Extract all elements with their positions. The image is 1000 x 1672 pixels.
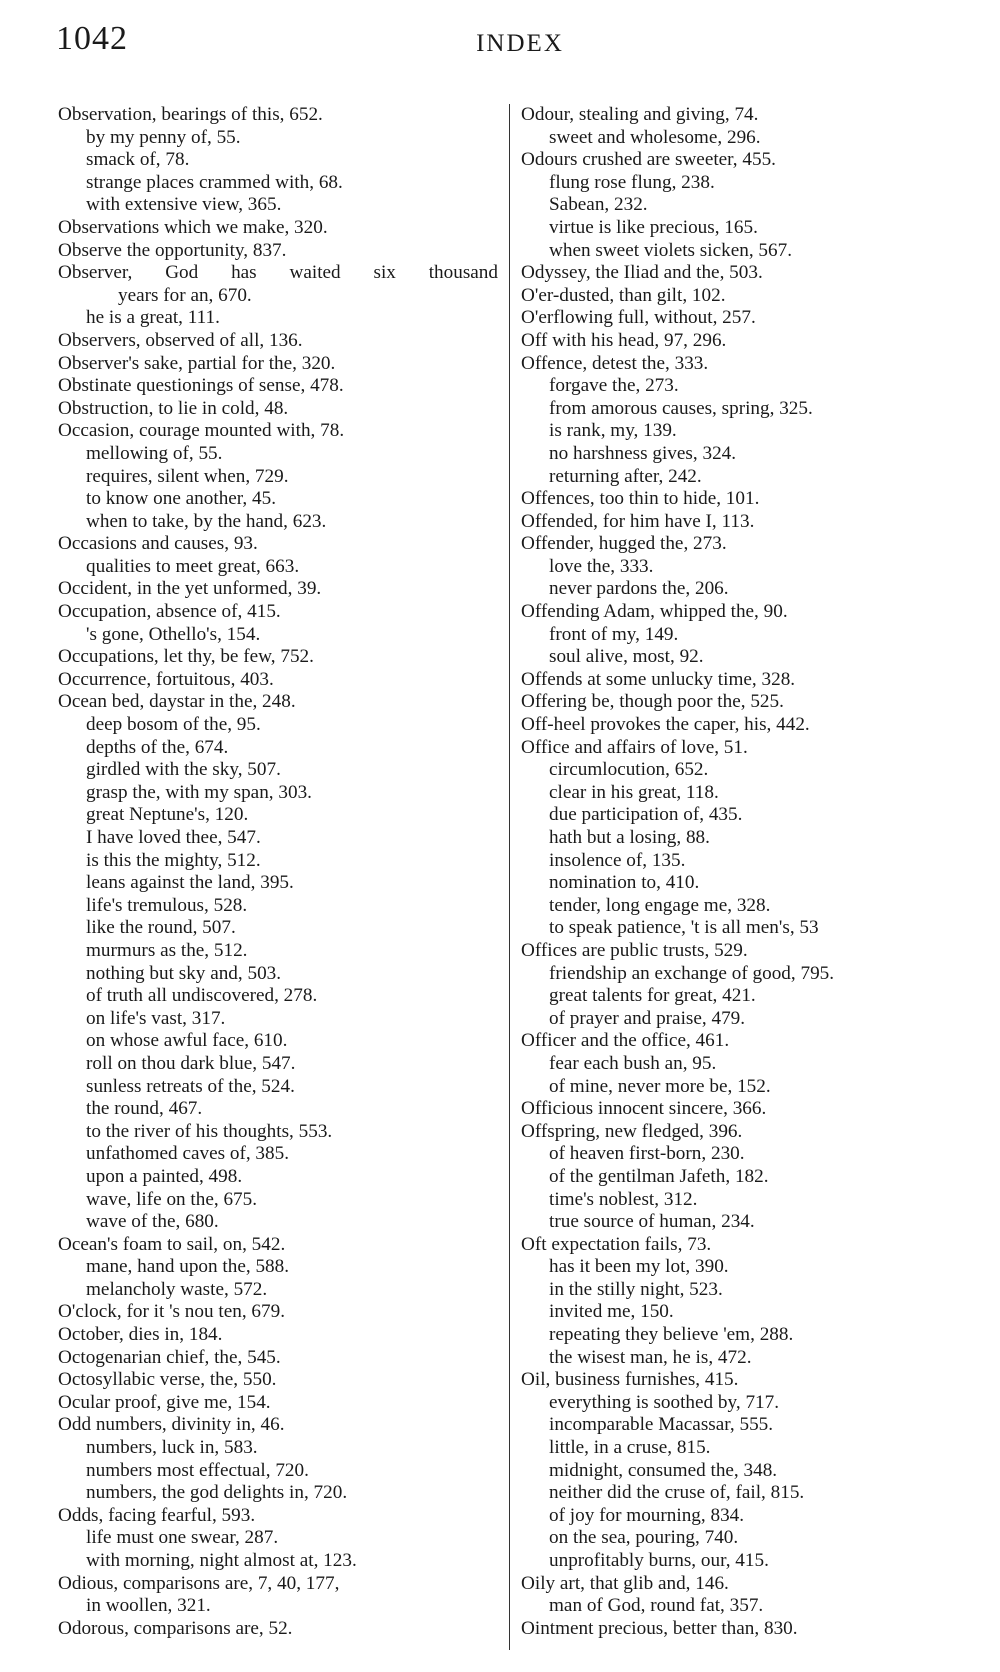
index-entry: Obstinate questionings of sense, 478.: [58, 375, 344, 397]
index-entry: O'clock, for it 's nou ten, 679.: [58, 1301, 285, 1323]
index-entry: Ocean's foam to sail, on, 542.: [58, 1233, 286, 1255]
index-subentry: qualities to meet great, 663.: [86, 555, 300, 577]
index-subentry: insolence of, 135.: [549, 849, 686, 871]
index-subentry: midnight, consumed the, 348.: [549, 1459, 778, 1481]
index-subentry: never pardons the, 206.: [549, 578, 729, 600]
index-subentry: circumlocution, 652.: [549, 759, 709, 781]
index-subentry: front of my, 149.: [549, 623, 679, 645]
index-subentry: forgave the, 273.: [549, 375, 679, 397]
index-entry: Observations which we make, 320.: [58, 216, 328, 238]
index-subentry: wave of the, 680.: [86, 1211, 219, 1233]
index-subentry: true source of human, 234.: [549, 1211, 755, 1233]
index-subentry: when sweet violets sicken, 567.: [549, 239, 792, 261]
index-entry: Offspring, new fledged, 396.: [521, 1120, 743, 1142]
index-entry: Offences, too thin to hide, 101.: [521, 488, 760, 510]
index-subentry: deep bosom of the, 95.: [86, 714, 261, 736]
index-subentry: wave, life on the, 675.: [86, 1188, 258, 1210]
index-subentry: to speak patience, 't is all men's, 53: [549, 917, 819, 939]
index-subentry: returning after, 242.: [549, 465, 702, 487]
index-entry: Odyssey, the Iliad and the, 503.: [521, 262, 763, 284]
index-subentry: has it been my lot, 390.: [549, 1256, 729, 1278]
index-entry: Offended, for him have I, 113.: [521, 510, 755, 532]
index-entry: Oil, business furnishes, 415.: [521, 1369, 739, 1391]
index-subentry: mellowing of, 55.: [86, 442, 223, 464]
index-subentry: flung rose flung, 238.: [549, 171, 715, 193]
index-subentry: friendship an exchange of good, 795.: [549, 962, 835, 984]
index-entry: Odorous, comparisons are, 52.: [58, 1617, 293, 1639]
index-subentry: hath but a losing, 88.: [549, 827, 710, 848]
index-subentry: no harshness gives, 324.: [549, 442, 737, 464]
index-entry: Offence, detest the, 333.: [521, 352, 709, 374]
index-subentry: of prayer and praise, 479.: [549, 1007, 746, 1029]
index-subentry: girdled with the sky, 507.: [86, 759, 281, 781]
index-column-left: [58, 104, 498, 1640]
index-subentry: great Neptune's, 120.: [86, 804, 249, 826]
index-entry: Oily art, that glib and, 146.: [521, 1572, 729, 1594]
index-subentry: incomparable Macassar, 555.: [549, 1414, 774, 1436]
index-entry: Ocular proof, give me, 154.: [58, 1391, 271, 1413]
index-entry: Officious innocent sincere, 366.: [521, 1098, 767, 1120]
index-subentry: numbers, the god delights in, 720.: [86, 1482, 348, 1504]
index-subentry: the wisest man, he is, 472.: [549, 1346, 752, 1368]
index-column-right: [521, 104, 971, 1640]
index-entry: Off with his head, 97, 296.: [521, 329, 727, 351]
index-subentry: murmurs as the, 512.: [86, 939, 248, 961]
index-subentry: to know one another, 45.: [86, 488, 277, 510]
index-subentry: great talents for great, 421.: [549, 985, 756, 1007]
index-entry: Odious, comparisons are, 7, 40, 177,: [58, 1572, 340, 1594]
index-entry: Octogenarian chief, the, 545.: [58, 1346, 281, 1368]
index-subentry: on life's vast, 317.: [86, 1007, 226, 1029]
index-subentry: depths of the, 674.: [86, 736, 229, 758]
index-subentry: life's tremulous, 528.: [86, 894, 248, 916]
index-entry: Occasion, courage mounted with, 78.: [58, 420, 345, 442]
index-entry: O'erflowing full, without, 257.: [521, 307, 756, 329]
index-entry: Odours crushed are sweeter, 455.: [521, 149, 776, 171]
index-entry: Offends at some unlucky time, 328.: [521, 668, 796, 690]
index-subentry: like the round, 507.: [86, 917, 236, 939]
index-subentry: love the, 333.: [549, 555, 654, 577]
page-number: 1042: [56, 20, 128, 57]
index-entry: Observer's sake, partial for the, 320.: [58, 352, 336, 374]
index-subentry: nomination to, 410.: [549, 872, 700, 894]
index-entry: Ocean bed, daystar in the, 248.: [58, 691, 296, 713]
index-subentry: time's noblest, 312.: [549, 1188, 698, 1210]
index-subentry: of joy for mourning, 834.: [549, 1504, 745, 1526]
index-subentry: I have loved thee, 547.: [86, 827, 261, 848]
index-subentry: strange places crammed with, 68.: [86, 171, 343, 193]
index-subentry: clear in his great, 118.: [549, 781, 719, 803]
index-subentry: sweet and wholesome, 296.: [549, 126, 761, 148]
index-entry: October, dies in, 184.: [58, 1324, 223, 1346]
index-subentry: soul alive, most, 92.: [549, 646, 704, 668]
index-subentry: Sabean, 232.: [549, 194, 648, 216]
index-entry: Offender, hugged the, 273.: [521, 533, 727, 555]
index-subentry: of truth all undiscovered, 278.: [86, 985, 318, 1007]
index-subentry: on whose awful face, 610.: [86, 1030, 288, 1052]
index-entry: Odour, stealing and giving, 74.: [521, 104, 759, 125]
index-entry: Occupations, let thy, be few, 752.: [58, 646, 314, 668]
index-subentry: is rank, my, 139.: [549, 420, 677, 442]
index-entry: Observe the opportunity, 837.: [58, 239, 287, 261]
index-subentry: everything is soothed by, 717.: [549, 1391, 780, 1413]
index-entry: Odd numbers, divinity in, 46.: [58, 1414, 285, 1436]
index-entry: Observer, God has waited six thousand: [58, 262, 498, 284]
index-entry: Odds, facing fearful, 593.: [58, 1504, 256, 1526]
index-entry: Observation, bearings of this, 652.: [58, 104, 323, 125]
index-subentry: the round, 467.: [86, 1098, 203, 1120]
index-entry: Observers, observed of all, 136.: [58, 329, 303, 351]
index-subentry: to the river of his thoughts, 553.: [86, 1120, 333, 1142]
index-subentry: tender, long engage me, 328.: [549, 894, 771, 916]
index-entry: Occupation, absence of, 415.: [58, 601, 281, 623]
index-subentry: when to take, by the hand, 623.: [86, 510, 327, 532]
index-entry: Oft expectation fails, 73.: [521, 1233, 712, 1255]
index-subentry: invited me, 150.: [549, 1301, 674, 1323]
index-entry: Obstruction, to lie in cold, 48.: [58, 397, 289, 419]
index-entry: Offering be, though poor the, 525.: [521, 691, 784, 713]
index-subentry: unprofitably burns, our, 415.: [549, 1550, 769, 1571]
index-subentry: virtue is like precious, 165.: [549, 216, 758, 238]
index-subentry: of mine, never more be, 152.: [549, 1075, 771, 1097]
index-subentry: of heaven first-born, 230.: [549, 1143, 745, 1165]
index-entry: Offending Adam, whipped the, 90.: [521, 601, 788, 623]
index-subentry: from amorous causes, spring, 325.: [549, 397, 813, 419]
index-entry: Occurrence, fortuitous, 403.: [58, 668, 274, 690]
index-entry: Octosyllabic verse, the, 550.: [58, 1369, 277, 1391]
index-subentry: requires, silent when, 729.: [86, 465, 289, 487]
index-subentry: on the sea, pouring, 740.: [549, 1527, 739, 1549]
index-subentry: life must one swear, 287.: [86, 1527, 279, 1549]
index-subentry: due participation of, 435.: [549, 804, 743, 826]
column-divider: [509, 104, 510, 1650]
index-subentry: numbers most effectual, 720.: [86, 1459, 309, 1481]
index-subentry: by my penny of, 55.: [86, 126, 241, 148]
index-subentry: with extensive view, 365.: [86, 194, 282, 216]
index-subentry: repeating they believe 'em, 288.: [549, 1324, 794, 1346]
index-entry: Offices are public trusts, 529.: [521, 939, 748, 961]
index-subentry: he is a great, 111.: [86, 307, 220, 329]
index-subentry: man of God, round fat, 357.: [549, 1595, 764, 1617]
index-subentry: numbers, luck in, 583.: [86, 1437, 258, 1459]
index-subentry: unfathomed caves of, 385.: [86, 1143, 290, 1165]
index-entry: Occident, in the yet unformed, 39.: [58, 578, 322, 600]
index-subentry: sunless retreats of the, 524.: [86, 1075, 295, 1097]
index-subentry: nothing but sky and, 503.: [86, 962, 282, 984]
page-title: INDEX: [476, 30, 564, 57]
index-subentry: 's gone, Othello's, 154.: [86, 623, 261, 645]
index-entry: O'er-dusted, than gilt, 102.: [521, 284, 726, 306]
index-subentry: of the gentilman Jafeth, 182.: [549, 1165, 769, 1187]
index-entry: Off-heel provokes the caper, his, 442.: [521, 714, 810, 736]
index-subentry: roll on thou dark blue, 547.: [86, 1052, 296, 1074]
index-subentry: is this the mighty, 512.: [86, 849, 261, 871]
index-subentry: melancholy waste, 572.: [86, 1278, 268, 1300]
index-subentry: fear each bush an, 95.: [549, 1052, 717, 1074]
index-entry: Office and affairs of love, 51.: [521, 736, 748, 758]
index-subentry: neither did the cruse of, fail, 815.: [549, 1482, 805, 1504]
index-subentry: grasp the, with my span, 303.: [86, 781, 312, 803]
index-entry: Occasions and causes, 93.: [58, 533, 258, 555]
index-subentry: upon a painted, 498.: [86, 1165, 243, 1187]
index-entry: Officer and the office, 461.: [521, 1030, 730, 1052]
index-subentry: smack of, 78.: [86, 149, 190, 171]
index-subentry: leans against the land, 395.: [86, 872, 294, 894]
index-subentry: years for an, 670.: [118, 284, 252, 306]
index-subentry: in woollen, 321.: [86, 1595, 211, 1617]
index-subentry: mane, hand upon the, 588.: [86, 1256, 290, 1278]
index-subentry: little, in a cruse, 815.: [549, 1437, 711, 1459]
index-subentry: with morning, night almost at, 123.: [86, 1550, 357, 1571]
index-subentry: in the stilly night, 523.: [549, 1278, 723, 1300]
index-entry: Ointment precious, better than, 830.: [521, 1617, 798, 1639]
